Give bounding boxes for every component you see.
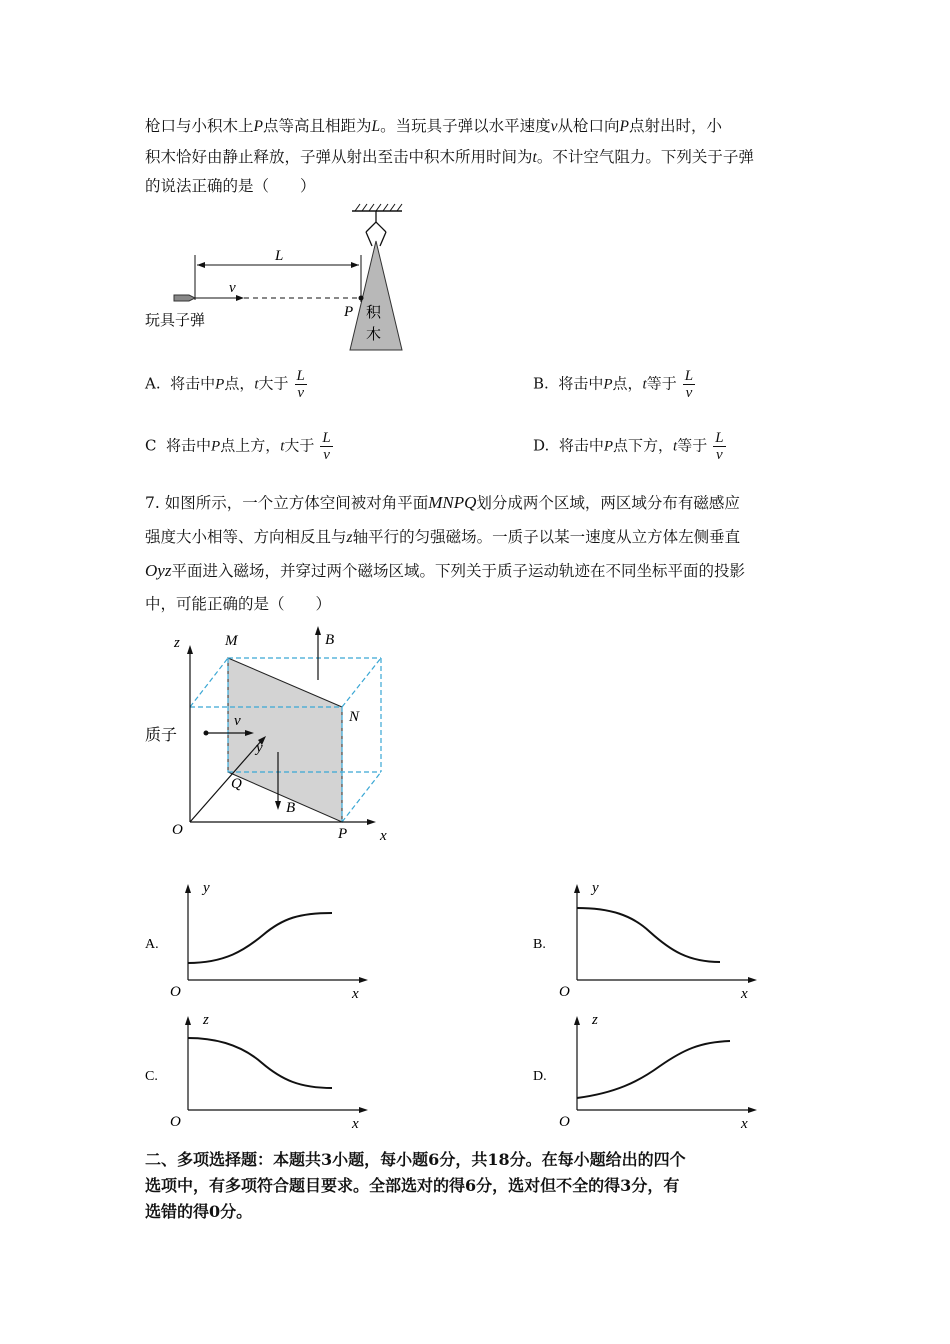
- graph-c-letter: C.: [145, 1069, 158, 1084]
- q6-option-b[interactable]: B. 将击中P点，t等于 $\frac{L}{v}$: [533, 368, 694, 401]
- graph-c-origin: O: [170, 1114, 181, 1130]
- q6-line-1: 枪口与小积木上P点等高且相距为L。当玩具子弹以水平速度v从枪口向P点射出时，小: [145, 117, 723, 135]
- block-char-1: 积: [366, 305, 382, 321]
- cube-label-Q: Q: [231, 776, 242, 792]
- graph-c-axis-v: z: [203, 1012, 209, 1028]
- graph-a-origin: O: [170, 984, 181, 1000]
- cube-label-x: x: [380, 828, 387, 844]
- curve-a: [188, 913, 332, 963]
- graph-d-origin: O: [559, 1114, 570, 1130]
- q6-line-3: 的说法正确的是（ ）: [145, 177, 316, 195]
- graph-a[interactable]: [145, 880, 368, 1002]
- curve-c: [188, 1038, 332, 1088]
- graph-b-axis-h: x: [741, 986, 748, 1002]
- q6-option-c[interactable]: C 将击中P点上方，t大于 $\frac{L}{v}$: [145, 430, 331, 463]
- cube-label-P: P: [338, 826, 348, 842]
- q7-line-1: 7. 如图所示，一个立方体空间被对角平面MNPQ划分成两个区域，两区域分布有磁感应: [145, 493, 740, 512]
- block-char-2: 木: [366, 327, 382, 343]
- cube-label-v: v: [234, 713, 241, 729]
- graph-b-axis-v: y: [592, 880, 599, 896]
- cube-label-z: z: [174, 635, 180, 651]
- section2-line-3: 选错的得0分。: [145, 1202, 253, 1221]
- label-L: L: [275, 248, 284, 264]
- cube-label-y: y: [256, 740, 263, 756]
- q6-option-a[interactable]: A. 将击中P点，t大于 $\frac{L}{v}$: [145, 368, 305, 401]
- cube-label-N: N: [349, 709, 360, 725]
- graph-d[interactable]: [533, 1012, 757, 1132]
- graph-a-axis-v: y: [203, 880, 210, 896]
- label-v: v: [229, 280, 236, 296]
- cube-label-M: M: [225, 633, 238, 649]
- q7-line-4: 中，可能正确的是（ ）: [145, 595, 332, 613]
- graph-a-axis-h: x: [352, 986, 359, 1002]
- q7-line-3: Oyz平面进入磁场，并穿过两个磁场区域。下列关于质子运动轨迹在不同坐标平面的投影: [145, 561, 745, 580]
- cube-label-B-down: B: [286, 800, 296, 816]
- graph-b-origin: O: [559, 984, 570, 1000]
- section2-line-1: 二、多项选择题：本题共3小题，每小题6分，共18分。在每小题给出的四个: [145, 1150, 686, 1169]
- q7-line-2: 强度大小相等、方向相反且与z轴平行的匀强磁场。一质子以某一速度从立方体左侧垂直: [145, 528, 741, 546]
- cube-label-proton: 质子: [145, 727, 178, 744]
- section2-line-2: 选项中，有多项符合题目要求。全部选对的得6分，选对但不全的得3分，有: [145, 1176, 680, 1195]
- q6-line-2: 积木恰好由静止释放，子弹从射出至击中积木所用时间为t。不计空气阻力。下列关于子弹: [145, 148, 754, 166]
- q6-option-d[interactable]: D. 将击中P点下方，t等于 $\frac{L}{v}$: [533, 430, 724, 463]
- graph-c[interactable]: [145, 1012, 368, 1132]
- label-P: P: [344, 304, 354, 320]
- cube-label-B-up: B: [325, 632, 335, 648]
- graph-b-letter: B.: [533, 937, 546, 952]
- bullet-label: 玩具子弹: [145, 313, 206, 329]
- graph-c-axis-h: x: [352, 1116, 359, 1132]
- curve-d: [577, 1041, 730, 1098]
- graph-b[interactable]: [533, 880, 757, 1002]
- graph-a-letter: A.: [145, 937, 159, 952]
- graph-d-letter: D.: [533, 1069, 547, 1084]
- curve-b: [577, 908, 720, 962]
- cube-label-O: O: [172, 822, 183, 838]
- graph-d-axis-h: x: [741, 1116, 748, 1132]
- graph-d-axis-v: z: [592, 1012, 598, 1028]
